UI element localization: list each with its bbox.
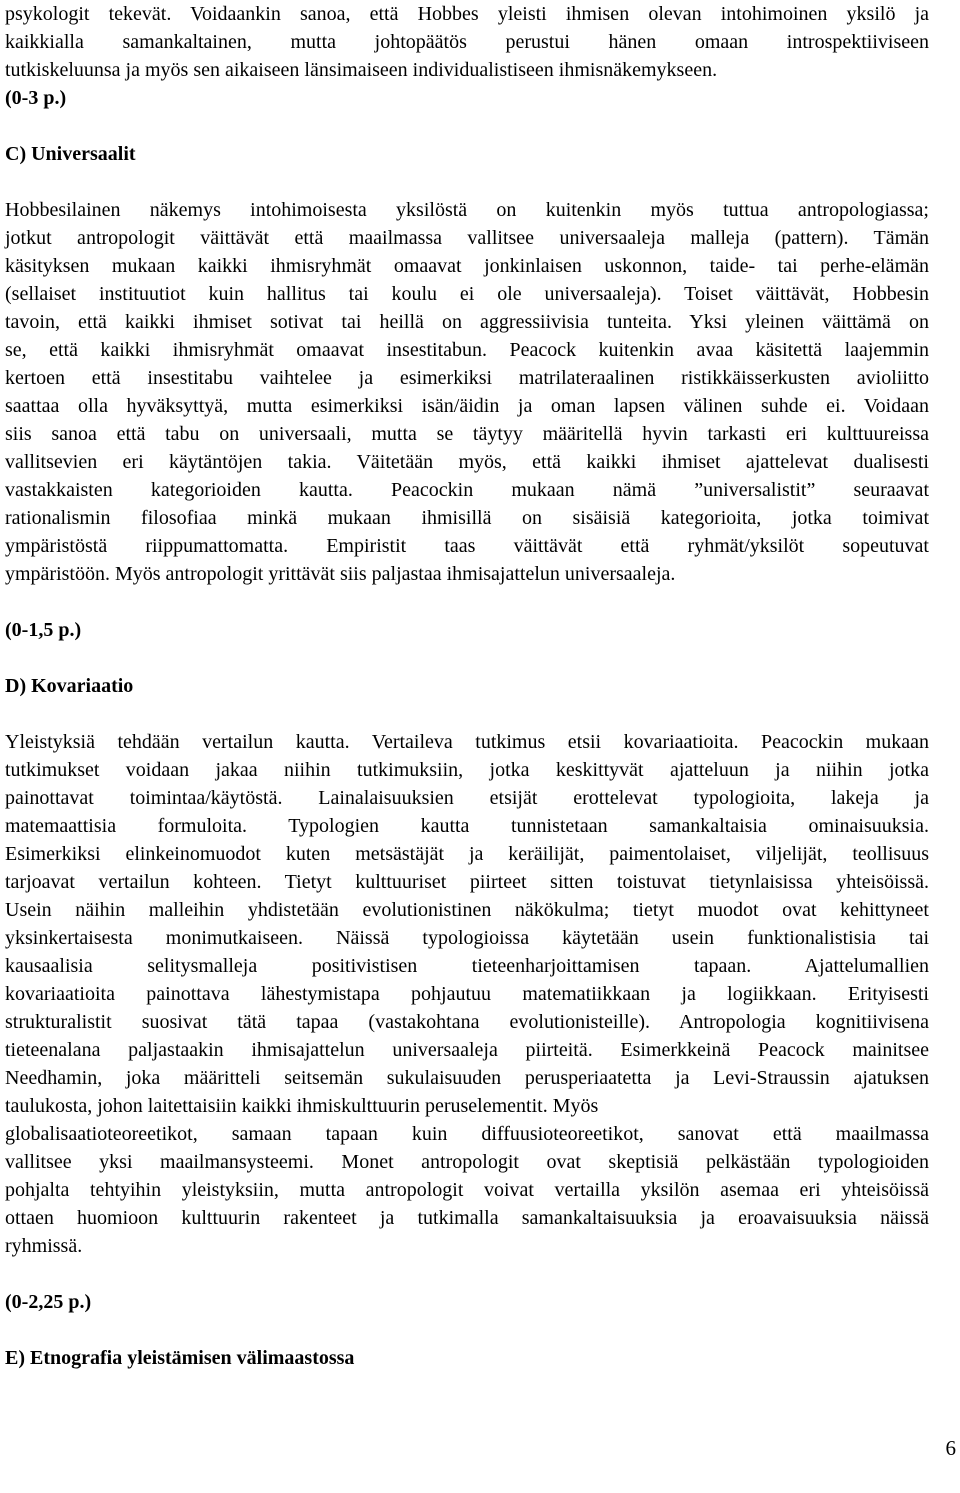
paragraph-line: vallitsevien eri käytäntöjen takia. Väitetään myös, että kaikki ihmiset ajattelevat dualisesti: [5, 451, 929, 473]
paragraph-line: siis sanoa että tabu on universaali, mutta se täytyy määritellä hyvin tarkasti eri kulttuureissa: [5, 423, 929, 445]
paragraph-line: Esimerkiksi elinkeinomuodot kuten metsästäjät ja keräilijät, paimentolaiset, viljelijät, teollisuus: [5, 843, 929, 865]
paragraph-line: Hobbesilainen näkemys intohimoisesta yksilöstä on kuitenkin myös tuttua antropologiassa;: [5, 199, 929, 221]
paragraph-line: yksinkertaisesta monimutkaiseen. Näissä typologioissa käytetään usein funktionalistisia tai: [5, 927, 929, 949]
paragraph-line: ympäristöön. Myös antropologit yrittävät siis paljastaa ihmisajattelun universaaleja.: [5, 563, 676, 585]
paragraph-line: vastakkaisten kategorioiden kautta. Peacockin mukaan nämä ”universalistit” seuraavat: [5, 479, 929, 501]
paragraph-line: globalisaatioteoreetikot, samaan tapaan kuin diffuusioteoreetikot, sanovat että maailmassa: [5, 1123, 929, 1145]
paragraph-line: jotkut antropologit väittävät että maailmassa vallitsee universaaleja malleja (pattern). Tämän: [5, 227, 929, 249]
paragraph-line: rationalismin filosofiaa minkä mukaan ihmisillä on sisäisiä kategorioita, jotka toimivat: [5, 507, 929, 529]
paragraph-line: tieteenalana paljastaakin ihmisajattelun universaaleja piirteitä. Esimerkkeinä Peacock mainitsee: [5, 1039, 929, 1061]
page-number: 6: [945, 1436, 956, 1460]
paragraph-line: psykologit tekevät. Voidaankin sanoa, että Hobbes yleisti ihmisen olevan intohimoinen yksilö ja: [5, 3, 929, 25]
paragraph-line: käsityksen mukaan kaikki ihmisryhmät omaavat jonkinlaisen uskonnon, taide- tai perhe-elämän: [5, 255, 929, 277]
paragraph-line: ryhmissä.: [5, 1235, 83, 1257]
paragraph-line: pohjalta tehtyihin yleistyksiin, mutta antropologit voivat vertailla yksilön asemaa eri yhteisöissä: [5, 1179, 929, 1201]
paragraph-line: taulukosta, johon laitettaisiin kaikki ihmiskulttuurin peruselementit. Myös: [5, 1095, 599, 1117]
paragraph-line: tutkimukset voidaan jakaa niihin tutkimuksiin, jotka keskittyvät ajatteluun ja niihin jotka: [5, 759, 929, 781]
paragraph-line: Yleistyksiä tehdään vertailun kautta. Vertaileva tutkimus etsii kovariaatioita. Peacockin mukaan: [5, 731, 929, 753]
paragraph-line: kovariaatioita painottava lähestymistapa pohjautuu matematiikkaan ja logiikkaan. Erityisesti: [5, 983, 929, 1005]
section-heading: C) Universaalit: [5, 143, 136, 165]
score-label: (0-3 p.): [5, 87, 67, 109]
paragraph-line: se, että kaikki ihmisryhmät omaavat insestitabun. Peacock kuitenkin avaa käsitettä laajemmin: [5, 339, 929, 361]
paragraph-line: ottaen huomioon kulttuurin rakenteet ja tutkimalla samankaltaisuuksia ja eroavaisuuksia näissä: [5, 1207, 929, 1229]
section-heading: D) Kovariaatio: [5, 675, 134, 697]
paragraph-line: strukturalistit suosivat tätä tapaa (vastakohtana evolutionisteille). Antropologia kognitiivisena: [5, 1011, 929, 1033]
paragraph-line: saattaa olla hyväksyttyä, mutta esimerkiksi isän/äidin ja oman lapsen välinen suhde ei. Voidaan: [5, 395, 929, 417]
paragraph-line: Usein näihin malleihin yhdistetään evolutionistinen näkökulma; tietyt muodot ovat kehittyneet: [5, 899, 929, 921]
paragraph-line: tarjoavat vertailun kohteen. Tietyt kulttuuriset piirteet sitten toistuvat tietynlaisissa yhteisöissä.: [5, 871, 929, 893]
section-heading: E) Etnografia yleistämisen välimaastossa: [5, 1347, 355, 1369]
paragraph-line: (sellaiset instituutiot kuin hallitus tai koulu ei ole universaaleja). Toiset väittävät, Hobbesin: [5, 283, 929, 305]
score-label: (0-2,25 p.): [5, 1291, 92, 1313]
paragraph-line: tutkiskeluunsa ja myös sen aikaiseen länsimaiseen individualistiseen ihmisnäkemykseen.: [5, 59, 718, 81]
score-label: (0-1,5 p.): [5, 619, 82, 641]
paragraph-line: kaikkialla samankaltainen, mutta johtopäätös perustui hänen omaan introspektiiviseen: [5, 31, 929, 53]
paragraph-line: kertoen että insestitabu vaihtelee ja esimerkiksi matrilateraalinen ristikkäisserkusten avioliitto: [5, 367, 929, 389]
paragraph-line: painottavat toimintaa/käytöstä. Lainalaisuuksien etsijät erottelevat typologioita, lakeja ja: [5, 787, 929, 809]
paragraph-line: ympäristöstä riippumattomatta. Empiristit taas väittävät että ryhmät/yksilöt sopeutuvat: [5, 535, 929, 557]
paragraph-line: kausaalisia selitysmalleja positivistisen tieteenharjoittamisen tapaan. Ajattelumallien: [5, 955, 929, 977]
paragraph-line: matemaattisia formuloita. Typologien kautta tunnistetaan samankaltaisia ominaisuuksia.: [5, 815, 929, 837]
paragraph-line: Needhamin, joka määritteli seitsemän sukulaisuuden perusperiaatetta ja Levi-Straussin ajatuksen: [5, 1067, 929, 1089]
paragraph-line: vallitsee yksi maailmansysteemi. Monet antropologit ovat skeptisiä pelkästään typologioiden: [5, 1151, 929, 1173]
paragraph-line: tavoin, että kaikki ihmiset sotivat tai heillä on aggressiivisia tunteita. Yksi yleinen väittämä on: [5, 311, 929, 333]
